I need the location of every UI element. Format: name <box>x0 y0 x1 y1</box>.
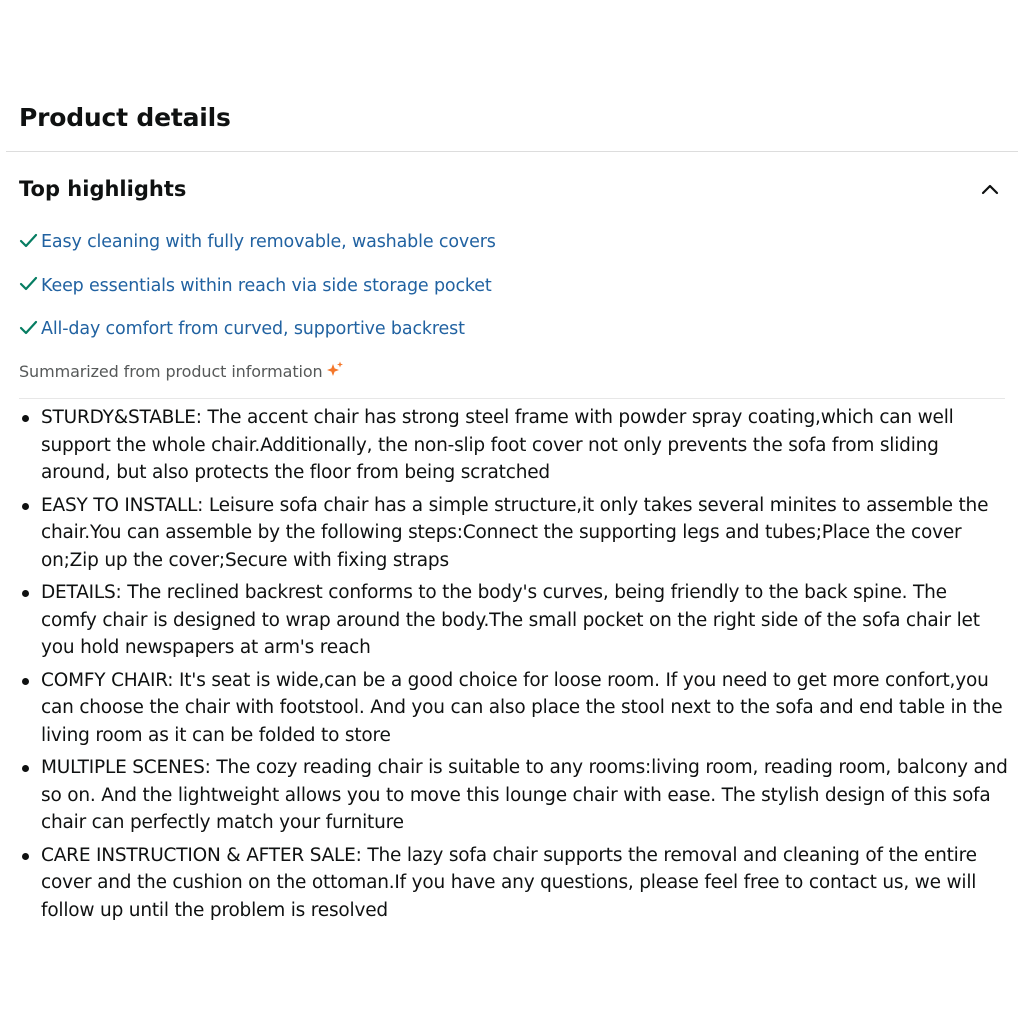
highlight-text[interactable]: Easy cleaning with fully removable, washable covers <box>41 232 496 252</box>
feature-bullet-text: EASY TO INSTALL: Leisure sofa chair has a simple structure,it only takes several minites to assemble the chair.You can assemble by the following steps:Connect the supporting legs and tubes;Place the cover on;Zip up the cover;Secure with fixing straps <box>41 494 989 571</box>
bullet-dot-icon <box>22 415 29 422</box>
title-divider <box>6 151 1018 152</box>
feature-bullet-text: STURDY&STABLE: The accent chair has strong steel frame with powder spray coating,which can well support the whole chair.Additionally, the non-slip foot cover not only prevents the sofa from sliding around, but also protects the floor from being scratched <box>41 407 954 483</box>
page-title: Product details <box>19 103 231 132</box>
bullet-dot-icon <box>22 853 29 860</box>
highlight-item <box>19 272 496 300</box>
bullet-dot-icon <box>22 590 29 597</box>
feature-bullet-text: DETAILS: The reclined backrest conforms to the body's curves, being friendly to the back spine. The comfy chair is designed to wrap around the body.The small pocket on the right side of the sofa chair let you hold newspapers at arm's reach <box>41 582 980 658</box>
sparkle-icon <box>323 361 344 382</box>
highlight-item <box>19 228 496 256</box>
highlights-list <box>19 228 496 359</box>
feature-bullet-text: CARE INSTRUCTION & AFTER SALE: The lazy sofa chair supports the removal and cleaning of the entire cover and the cushion on the ottoman.If you have any questions, please feel free to contact us, we will follow up until the problem is resolved <box>41 844 977 921</box>
feature-bullet <box>19 404 1008 487</box>
highlight-text[interactable]: All-day comfort from curved, supportive backrest <box>41 319 465 339</box>
top-highlights-header[interactable] <box>19 172 1005 206</box>
check-icon <box>19 231 41 254</box>
feature-bullet <box>19 754 1008 837</box>
summary-note <box>19 358 344 384</box>
feature-bullet <box>19 667 1008 750</box>
summary-divider <box>19 398 1005 399</box>
feature-bullet-text: MULTIPLE SCENES: The cozy reading chair is suitable to any rooms:living room, reading room, balcony and so on. And the lightweight allows you to move this lounge chair with ease. The stylish design of this sofa chair can perfectly match your furniture <box>41 757 1008 833</box>
feature-bullets <box>19 404 1008 929</box>
feature-bullet <box>19 492 1008 575</box>
feature-bullet <box>19 579 1008 662</box>
bullet-dot-icon <box>22 503 29 510</box>
check-icon <box>19 274 41 297</box>
highlight-item <box>19 315 496 343</box>
check-icon <box>19 318 41 341</box>
bullet-dot-icon <box>22 678 29 685</box>
feature-bullet <box>19 842 1008 925</box>
bullet-dot-icon <box>22 765 29 772</box>
feature-bullet-text: COMFY CHAIR: It's seat is wide,can be a good choice for loose room. If you need to get more confort,you can choose the chair with footstool. And you can also place the stool next to the sofa and end table in the living room as it can be folded to store <box>41 669 1003 746</box>
section-title: Top highlights <box>19 177 187 201</box>
summary-text: Summarized from product information <box>19 361 323 381</box>
chevron-up-icon[interactable] <box>975 174 1005 204</box>
highlight-text[interactable]: Keep essentials within reach via side storage pocket <box>41 275 492 296</box>
